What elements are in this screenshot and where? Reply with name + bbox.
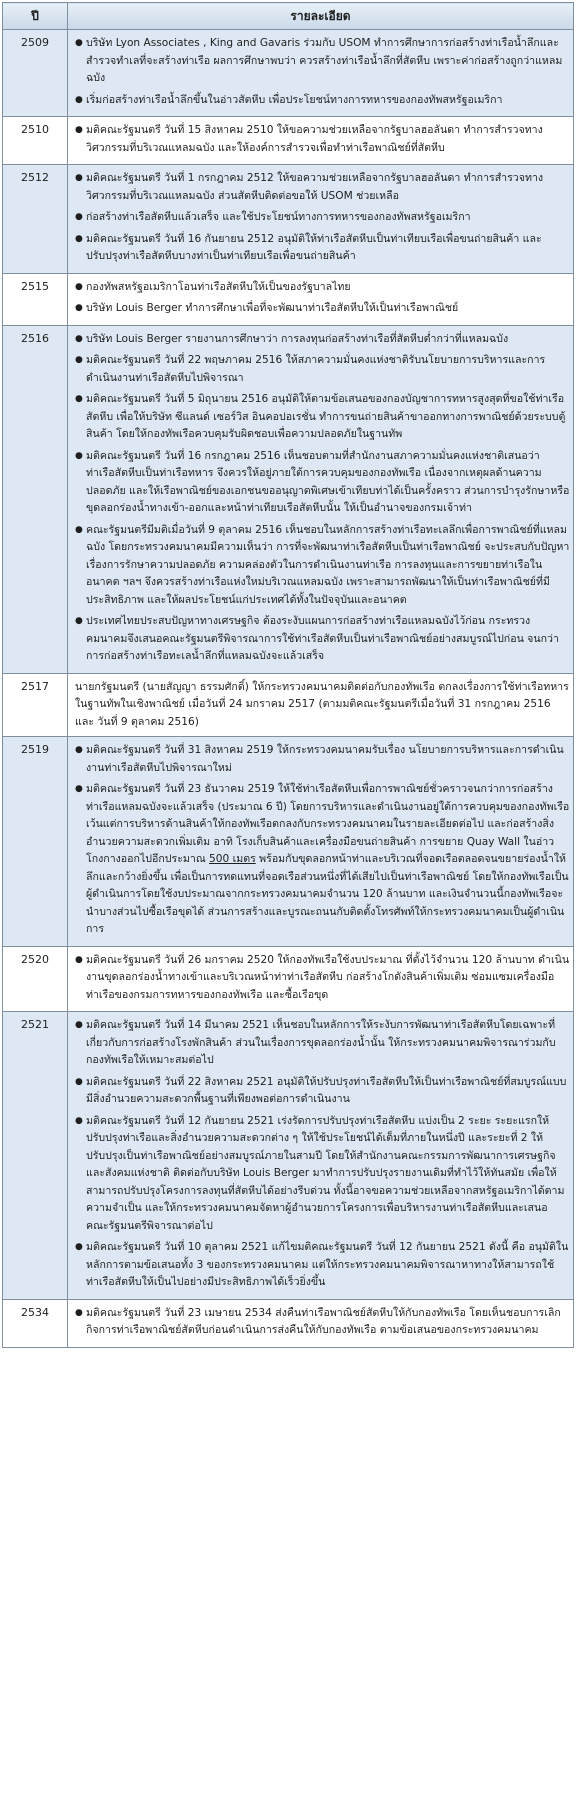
table-row [3, 165, 574, 274]
detail-cell [68, 1299, 574, 1347]
list-item: ● มติคณะรัฐมนตรี วันที่ 23 เมษายน 2534 ส่งคืนท่าเรือพาณิชย์สัตหีบให้กับกองทัพเรือ โดยเห็นชอบการเลิกกิจการท่าเรือพาณิชย์สัตหีบก่อนดำเนินการส่งคืนให้กับกองทัพเรือ ตามข้อเสนอของกระทรวงคมนาคม [75, 1306, 561, 1336]
history-table [2, 2, 574, 1348]
bullet-icon: ● [75, 784, 83, 794]
list-item: ● บริษัท Lyon Associates , King and Gavaris ร่วมกับ USOM ทำการศึกษาการก่อสร้างท่าเรือน้ำลึกและสำรวจทำเลที่จะสร้างท่าเรือ ผลการศึกษาพบว่า ควรสร้างท่าเรือน้ำลึกที่สัตหีบ เพราะค่าก่อสร้างถูกว่าแหลมฉบัง [75, 37, 563, 84]
list-item: ● มติคณะรัฐมนตรี วันที่ 5 มิถุนายน 2516 อนุมัติให้ตามข้อเสนอของกองบัญชาการทหารสูงสุดที่ขอใช้ท่าเรือสัตหีบ เพื่อให้บริษัท ซีแลนด์ เซอร์วิส อินคอปอเรชั่น ทำการขนถ่ายสินค้าขาออกทางการพาณิชย์ด้วยระบบตู้สินค้า โดยให้กองทัพเรือควบคุมรับผิดชอบเพื่อความปลอดภัยในฐานทัพ [75, 393, 566, 440]
bullet-icon: ● [75, 954, 83, 965]
list-item: ● ก่อสร้างท่าเรือสัตหีบแล้วเสร็จ และใช้ประโยชน์ทางการทหารของกองทัพสหรัฐอเมริกา [73, 209, 570, 227]
bullet-icon: ● [75, 1242, 83, 1252]
detail-column-header: รายละเอียด [68, 3, 574, 30]
detail-cell [68, 165, 574, 274]
table-row [3, 117, 574, 165]
list-item: ● ประเทศไทยประสบปัญหาทางเศรษฐกิจ ต้องระงับแผนการก่อสร้างท่าเรือแหลมฉบังไว้ก่อน กระทรวงคมนาคมจึงเสนอคณะรัฐมนตรีพิจารณาการใช้ท่าเรือสัตหีบเป็นท่าเรือพาณิชย์อย่างสมบูรณ์ไปก่อน จนกว่าการก่อสร้างท่าเรือทะเลน้ำลึกที่แหลมฉบังจะแล้วเสร็จ [75, 615, 559, 662]
list-item: ● บริษัท Louis Berger ทำการศึกษาเพื่อที่จะพัฒนาท่าเรือสัตหีบให้เป็นท่าเรือพาณิชย์ [73, 300, 570, 318]
year-cell: 2534 [3, 1299, 68, 1347]
detail-cell [68, 737, 574, 947]
bullet-icon: ● [75, 212, 83, 222]
table-row [3, 30, 574, 117]
bullet-icon: ● [75, 1115, 83, 1126]
table-row [3, 673, 574, 737]
bullet-icon: ● [75, 333, 83, 344]
list-item: ● มติคณะรัฐมนตรี วันที่ 31 สิงหาคม 2519 ให้กระทรวงคมนาคมรับเรื่อง นโยบายการบริหารและการดำเนินงานท่าเรือสัตหีบไปพิจารณาใหม่ [75, 744, 564, 774]
detail-cell [68, 325, 574, 673]
detail-cell [68, 673, 574, 737]
year-cell: 2512 [3, 165, 68, 274]
bullet-icon: ● [75, 173, 83, 183]
year-cell: 2519 [3, 737, 68, 947]
list-item: ● มติคณะรัฐมนตรี วันที่ 10 ตุลาคม 2521 แก้ไขมติคณะรัฐมนตรี วันที่ 12 กันยายน 2521 ดังนี้ คือ อนุมัติในหลักการตามข้อเสนอทั้ง 3 ของกระทรวงคมนาคม แต่ให้กระทรวงคมนาคมพิจารณาหาทางให้สามารถใช้ท่าเรือสัตหีบให้เป็นไปอย่างมีประสิทธิภาพได้เร็วยิ่งขึ้น [75, 1241, 569, 1288]
list-item: ● มติคณะรัฐมนตรี วันที่ 15 สิงหาคม 2510 ให้ขอความช่วยเหลือจากรัฐบาลฮอลันดา ทำการสำรวจทางวิศวกรรมที่บริเวณแหลมฉบัง และให้องค์การสำรวจเพื่อทำท่าเรือพาณิชย์ที่สัตหีบ [75, 124, 543, 154]
bullet-icon: ● [75, 38, 83, 48]
table-row [3, 1299, 574, 1347]
bullet-icon: ● [75, 355, 83, 365]
bullet-icon: ● [75, 1076, 83, 1087]
list-item: ● คณะรัฐมนตรีมีมติเมื่อวันที่ 9 ตุลาคม 2516 เห็นชอบในหลักการสร้างท่าเรือทะเลลึกเพื่อการพาณิชย์ที่แหลมฉบัง โดยกระทรวงคมนาคมมีความเห็นว่า การที่จะพัฒนาท่าเรือสัตหีบเป็นท่าเรือพาณิชย์ จะประสบกับปัญหาเรื่องการรักษาความปลอดภัย ความคล่องตัวในการดำเนินงานท่าเรือ การลงทุนและการขยายท่าเรือในอนาคต ฯลฯ จึงควรสร้างท่าเรือแห่งใหม่บริเวณแหลมฉบัง เพราะสามารถพัฒนาให้เป็นท่าเรือพาณิชย์ที่มีประสิทธิภาพ และให้ผลประโยชน์แก่ประเทศได้ทั้งในปัจจุบันและอนาคต [75, 523, 570, 606]
year-cell: 2510 [3, 117, 68, 165]
list-item: ● กองทัพสหรัฐอเมริกาโอนท่าเรือสัตหีบให้เป็นของรัฐบาลไทย [73, 279, 570, 297]
year-cell: 2517 [3, 673, 68, 737]
bullet-icon: ● [75, 1020, 83, 1030]
year-cell: 2515 [3, 273, 68, 325]
list-item: ● มติคณะรัฐมนตรี วันที่ 1 กรกฎาคม 2512 ให้ขอความช่วยเหลือจากรัฐบาลฮอลันดา ทำการสำรวจทางวิศวกรรมที่บริเวณแหลมฉบัง ส่วนสัตหีบติดต่อขอให้ USOM ช่วยเหลือ [75, 172, 544, 202]
list-item: ● เริ่มก่อสร้างท่าเรือน้ำลึกขึ้นในอ่าวสัตหีบ เพื่อประโยชน์ทางการทหารของกองทัพสหรัฐอเมริกา [73, 92, 570, 110]
list-item: ● มติคณะรัฐมนตรี วันที่ 16 กันยายน 2512 อนุมัติให้ท่าเรือสัตหีบเป็นท่าเทียบเรือเพื่อขนถ่ายสินค้า และปรับปรุงท่าเรือสัตหีบบางท่าเป็นท่าเทียบเรือเพื่อขนถ่ายสินค้า [75, 232, 542, 262]
table-header-row [3, 3, 574, 30]
year-cell: 2521 [3, 1012, 68, 1300]
table-row [3, 273, 574, 325]
bullet-icon: ● [75, 233, 83, 244]
table-row [3, 737, 574, 947]
bullet-icon: ● [75, 394, 83, 404]
bullet-icon: ● [75, 303, 83, 313]
list-item: ● มติคณะรัฐมนตรี วันที่ 26 มกราคม 2520 ให้กองทัพเรือใช้งบประมาณ ที่ตั้งไว้จำนวน 120 ล้านบาท ดำเนินงานขุดลอกร่องน้ำทางเข้าและบริเวณหน้าท่าท่าเรือสัตหีบ ก่อสร้างโกดังสินค้าเพิ่มเติม ซ่อมแซมเครื่องมือท่าเรือของกรมการทหารของกองทัพเรือ และซื้อเรือขุด [75, 953, 570, 1001]
list-item: ● มติคณะรัฐมนตรี วันที่ 12 กันยายน 2521 เร่งรัดการปรับปรุงท่าเรือสัตหีบ แบ่งเป็น 2 ระยะ ระยะแรกให้ปรับปรุงท่าเรือและสิ่งอำนวยความสะดวกต่าง ๆ ให้ใช้ประโยชน์ได้เต็มที่ภายในหนึ่งปี และระยะที่ 2 ให้ปรับปรุงเป็นท่าเรือพาณิชย์อย่างสมบูรณ์ภายในสามปี โดยให้สำนักงานคณะกรรมการพัฒนาการเศรษฐกิจและสังคมแห่งชาติ ติดต่อกับบริษัท Louis Berger มาทำการปรับปรุงรายงานเดิมที่ทำไว้ให้ทันสมัย เพื่อให้สามารถปรับปรุงโครงการลงทุนที่สัตหีบได้อย่างรีบด่วน ทั้งนี้อาจขอความช่วยเหลือจากสหรัฐอเมริกาได้ตามความจำเป็น และให้กระทรวงคมนาคมจัดหาผู้อำนวยการโครงการเพื่อบริหารงานท่าเรือสัตหีบและเสนอคณะรัฐมนตรีพิจารณาต่อไป [75, 1114, 565, 1232]
bullet-icon: ● [75, 616, 83, 626]
bullet-icon: ● [75, 281, 83, 292]
detail-cell [68, 117, 574, 165]
year-cell: 2509 [3, 30, 68, 117]
bullet-icon: ● [75, 524, 83, 535]
bullet-icon: ● [75, 450, 83, 461]
list-item: ● มติคณะรัฐมนตรี วันที่ 22 สิงหาคม 2521 อนุมัติให้ปรับปรุงท่าเรือสัตหีบให้เป็นท่าเรือพาณิชย์ที่สมบูรณ์แบบ มีสิ่งอำนวยความสะดวกพื้นฐานที่เพียงพอต่อการดำเนินงาน [75, 1075, 567, 1105]
bullet-icon: ● [75, 1307, 83, 1318]
detail-cell [68, 946, 574, 1012]
year-cell: 2520 [3, 946, 68, 1012]
list-item: ● มติคณะรัฐมนตรี วันที่ 22 พฤษภาคม 2516 ให้สภาความมั่นคงแห่งชาติรับนโยบายการบริหารและการดำเนินงานท่าเรือสัตหีบไปพิจารณา [75, 354, 546, 384]
detail-cell [68, 30, 574, 117]
year-column-header: ปี [3, 3, 68, 30]
bullet-icon: ● [75, 94, 83, 105]
list-item: ● มติคณะรัฐมนตรี วันที่ 16 กรกฎาคม 2516 เห็นชอบตามที่สำนักงานสภาความมั่นคงแห่งชาติเสนอว่า ท่าเรือสัตหีบเป็นท่าเรือทหาร จึงควรให้อยู่ภายใต้การควบคุมของกองทัพเรือ เนื่องจากเหตุผลด้านความปลอดภัย และให้เรือพาณิชย์ของเอกชนขออนุญาตพิเศษเข้าเทียบท่าได้เป็นครั้งคราว ส่วนการบำรุงรักษาหรือขุดลอกร่องน้ำทางเข้า-ออกและหน้าท่าเทียบเรือสัตหีบนั้น ให้เป็นอำนาจของกรมเจ้าท่า [75, 449, 570, 514]
table-row [3, 1012, 574, 1300]
list-item: ● มติคณะรัฐมนตรี วันที่ 14 มีนาคม 2521 เห็นชอบในหลักการให้ระงับการพัฒนาท่าเรือสัตหีบโดยเฉพาะที่เกี่ยวกับการก่อสร้างโรงพักสินค้า ส่วนในเรื่องการขุดลอกร่องน้ำนั้น ให้กระทรวงคมนาคมพิจารณาร่วมกับกองทัพเรือให้เหมาะสมต่อไป [75, 1019, 556, 1066]
table-row [3, 325, 574, 673]
table-row [3, 946, 574, 1012]
detail-cell [68, 273, 574, 325]
detail-cell [68, 1012, 574, 1300]
list-item: ● มติคณะรัฐมนตรี วันที่ 23 ธันวาคม 2519 ให้ใช้ท่าเรือสัตหีบเพื่อการพาณิชย์ชั่วคราวจนกว่าการก่อสร้างท่าเรือแหลมฉบังจะแล้วเสร็จ (ประมาณ 6 ปี) โดยการบริหารและดำเนินงานอยู่ใต้การควบคุมของกองทัพเรือ เว้นแต่การบริหารด้านสินค้าให้กองทัพเรือตกลงกับกระทรวงคมนาคมในรายละเอียดต่อไป และก่อสร้างสิ่งอำนวยความสะดวกเพิ่มเติม อาทิ โรงเก็บสินค้าและเครื่องมือขนถ่ายสินค้า การขยาย Quay Wall ในอ่าวโกงกางออกไปอีกประมาณ 500 เมตร พร้อมกับขุดลอกหน้าท่าและบริเวณที่จอดเรือตลอดจนขยายร่องน้ำให้ลึกและกว้างยิ่งขึ้น เพื่อเป็นการทดแทนที่จอดเรือส่วนหนึ่งที่ได้เสียไปเป็นท่าเรือพาณิชย์ โดยให้กองทัพเรือเป็นผู้ดำเนินการโดยใช้งบประมาณจากกระทรวงคมนาคมจำนวน 120 ล้านบาท และเงินจำนวนนี้กองทัพเรือจะนำบางส่วนไปซื้อเรือขุดได้ ส่วนการสร้างและบูรณะถนนกับติดตั้งโทรศัพท์ให้กระทรวงคมนาคมเป็นผู้ดำเนินการ [75, 783, 570, 935]
list-item: ● บริษัท Louis Berger รายงานการศึกษาว่า การลงทุนก่อสร้างท่าเรือที่สัตหีบต่ำกว่าที่แหลมฉบัง [73, 331, 570, 349]
year-cell: 2516 [3, 325, 68, 673]
detail-text: นายกรัฐมนตรี (นายสัญญา ธรรมศักดิ์) ให้กระทรวงคมนาคมติดต่อกับกองทัพเรือ ตกลงเรื่องการใช้ท่าเรือทหารในฐานทัพในเชิงพาณิชย์ เมื่อวันที่ 24 มกราคม 2517 (ตามมติคณะรัฐมนตรีเมื่อวันที่ 31 กรกฎาคม 2516 และ วันที่ 9 ตุลาคม 2516) [75, 680, 569, 728]
bullet-icon: ● [75, 125, 83, 135]
bullet-icon: ● [75, 745, 83, 755]
underlined-distance: 500 เมตร [209, 853, 256, 865]
